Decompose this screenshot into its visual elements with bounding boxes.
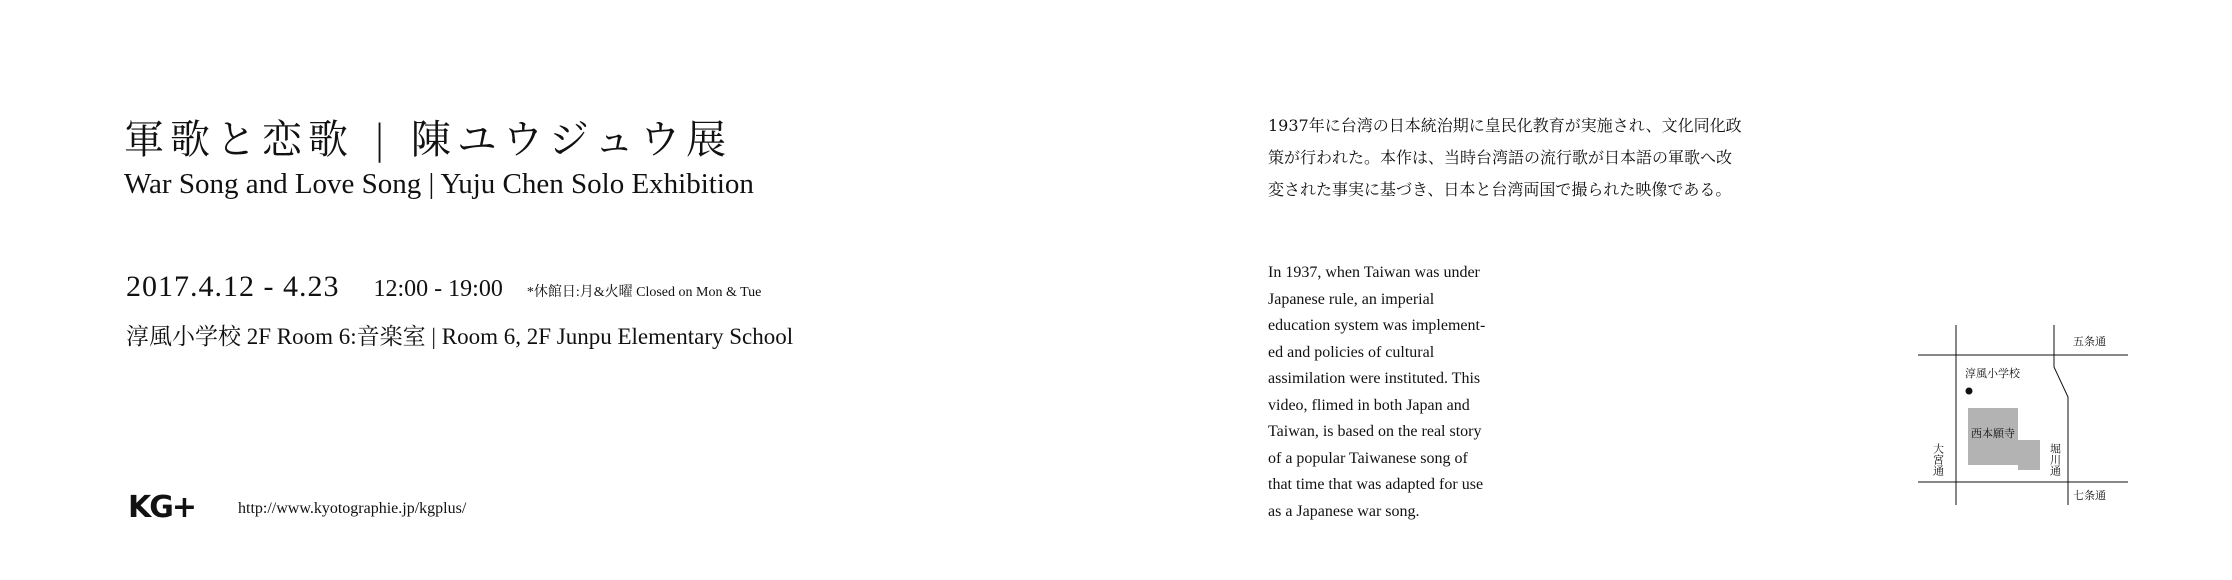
map-label-horikawa: 堀川通 (2048, 443, 2062, 476)
description-en-line: ed and policies of cultural (1268, 343, 1435, 361)
description-en-line: video, flimed in both Japan and (1268, 396, 1470, 414)
description-en-line: education system was implement- (1268, 317, 1486, 334)
closed-days: *休館日:月&火曜 Closed on Mon & Tue (526, 285, 762, 300)
street-line-horikawa (2054, 325, 2068, 505)
map-label-gojo: 五条通 (2073, 335, 2106, 348)
map-label-omiya: 大宮通 (1931, 443, 1945, 476)
description-ja-line: 1937年に台湾の日本統治期に皇民化教育が実施され、文化同化政 (1268, 116, 1742, 135)
map-svg (1918, 325, 2128, 505)
exhibition-dates: 2017.4.12 - 4.23 (126, 270, 340, 303)
venue: 淳風小学校 2F Room 6:音楽室 | Room 6, 2F Junpu Elementary School (126, 324, 794, 349)
location-map (1918, 325, 2128, 505)
description-en-line: Japanese rule, an imperial (1268, 290, 1435, 308)
map-label-temple: 西本願寺 (1971, 427, 2015, 440)
description-en-line: assimilation were instituted. This (1268, 370, 1481, 387)
description-en-line: as a Japanese war song. (1268, 502, 1420, 520)
description-en-line: of a popular Taiwanese song of (1268, 449, 1468, 467)
description-japanese (1268, 110, 1788, 206)
title-japanese: 軍歌と恋歌 | 陳ユウジュウ展 (124, 117, 733, 163)
description-en-line: that time that was adapted for use (1268, 476, 1484, 493)
map-label-school: 淳風小学校 (1965, 367, 2020, 380)
description-ja-line: 策が行われた。本作は、当時台湾語の流行歌が日本語の軍歌へ改 (1268, 148, 1733, 167)
description-en-line: Taiwan, is based on the real story (1268, 423, 1482, 440)
schedule-row (126, 270, 761, 304)
website-link[interactable]: http://www.kyotographie.jp/kgplus/ (238, 500, 467, 517)
school-marker (1966, 388, 1973, 395)
title-english: War Song and Love Song | Yuju Chen Solo Exhibition (124, 168, 754, 200)
kg-plus-logo: KG+ (128, 490, 196, 525)
description-ja-line: 変された事実に基づき、日本と台湾両国で撮られた映像である。 (1268, 180, 1732, 199)
description-english (1268, 260, 1485, 525)
map-label-shichijo: 七条通 (2073, 489, 2106, 502)
opening-hours: 12:00 - 19:00 (373, 276, 503, 302)
description-en-line: In 1937, when Taiwan was under (1268, 264, 1480, 281)
